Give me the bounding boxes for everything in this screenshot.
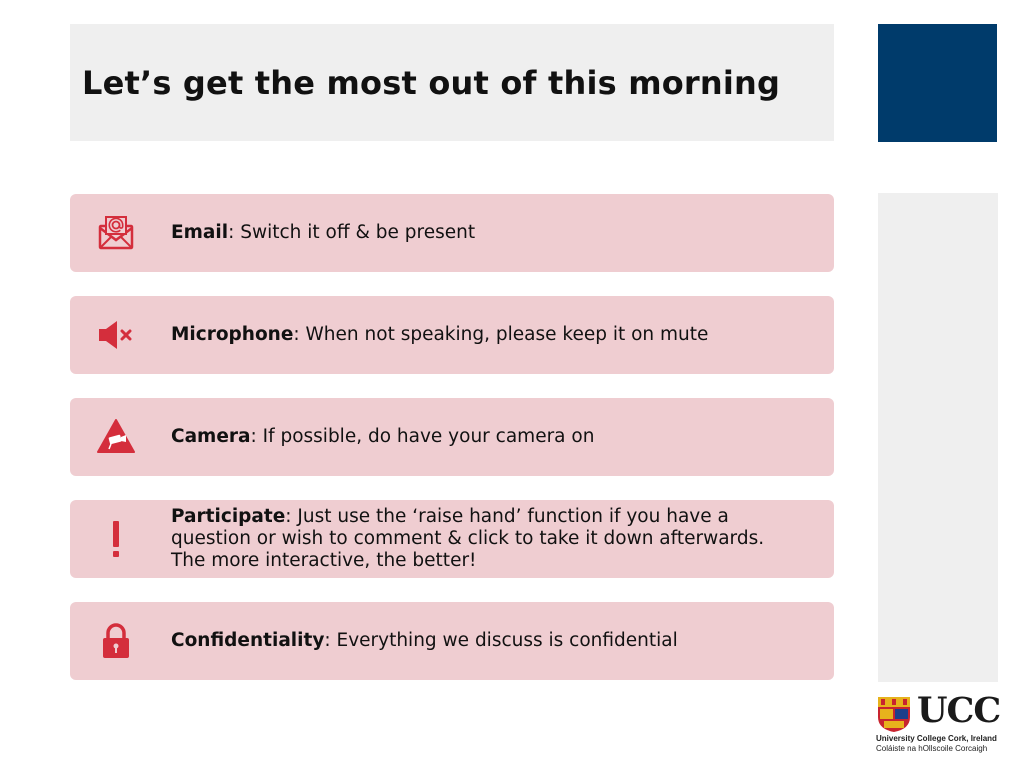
- crest-icon: [876, 695, 912, 733]
- item-description: : If possible, do have your camera on: [250, 426, 595, 447]
- item-label: Participate: [171, 506, 286, 527]
- logo-wordmark: UCC: [917, 690, 1001, 731]
- email-icon: [96, 213, 136, 253]
- item-label: Confidentiality: [171, 630, 325, 651]
- item-text: [171, 506, 804, 572]
- item-label: Camera: [171, 426, 251, 447]
- title-box: [70, 24, 834, 141]
- item-text: [171, 426, 804, 448]
- logo-subtitle-irish: Coláiste na hOllscoile Corcaigh: [876, 744, 988, 753]
- item-description: : Everything we discuss is confidential: [324, 630, 678, 651]
- item-label: Microphone: [171, 324, 294, 345]
- item-text: [171, 630, 804, 652]
- list-item-participate: [70, 500, 834, 578]
- exclamation-icon: [96, 519, 136, 559]
- item-label: Email: [171, 222, 229, 243]
- ucc-logo: [876, 690, 1002, 757]
- list-item-confidentiality: [70, 602, 834, 680]
- item-description: : Switch it off & be present: [228, 222, 476, 243]
- logo-subtitle-english: University College Cork, Ireland: [876, 734, 997, 743]
- list-item-microphone: [70, 296, 834, 374]
- list-item-email: [70, 194, 834, 272]
- item-text: [171, 324, 804, 346]
- slide-title: Let’s get the most out of this morning: [82, 64, 781, 102]
- muted-speaker-icon: [96, 315, 136, 355]
- camera-warning-icon: [96, 417, 136, 457]
- item-text: [171, 222, 804, 244]
- brand-block: [878, 24, 997, 142]
- item-description: : When not speaking, please keep it on mute: [293, 324, 709, 345]
- list-item-camera: [70, 398, 834, 476]
- side-panel: [878, 193, 998, 682]
- item-description: : Just use the ‘raise hand’ function if you have a question or wish to comment & click to take it down afterwards. The more interactive, the better!: [171, 506, 765, 571]
- padlock-icon: [96, 621, 136, 661]
